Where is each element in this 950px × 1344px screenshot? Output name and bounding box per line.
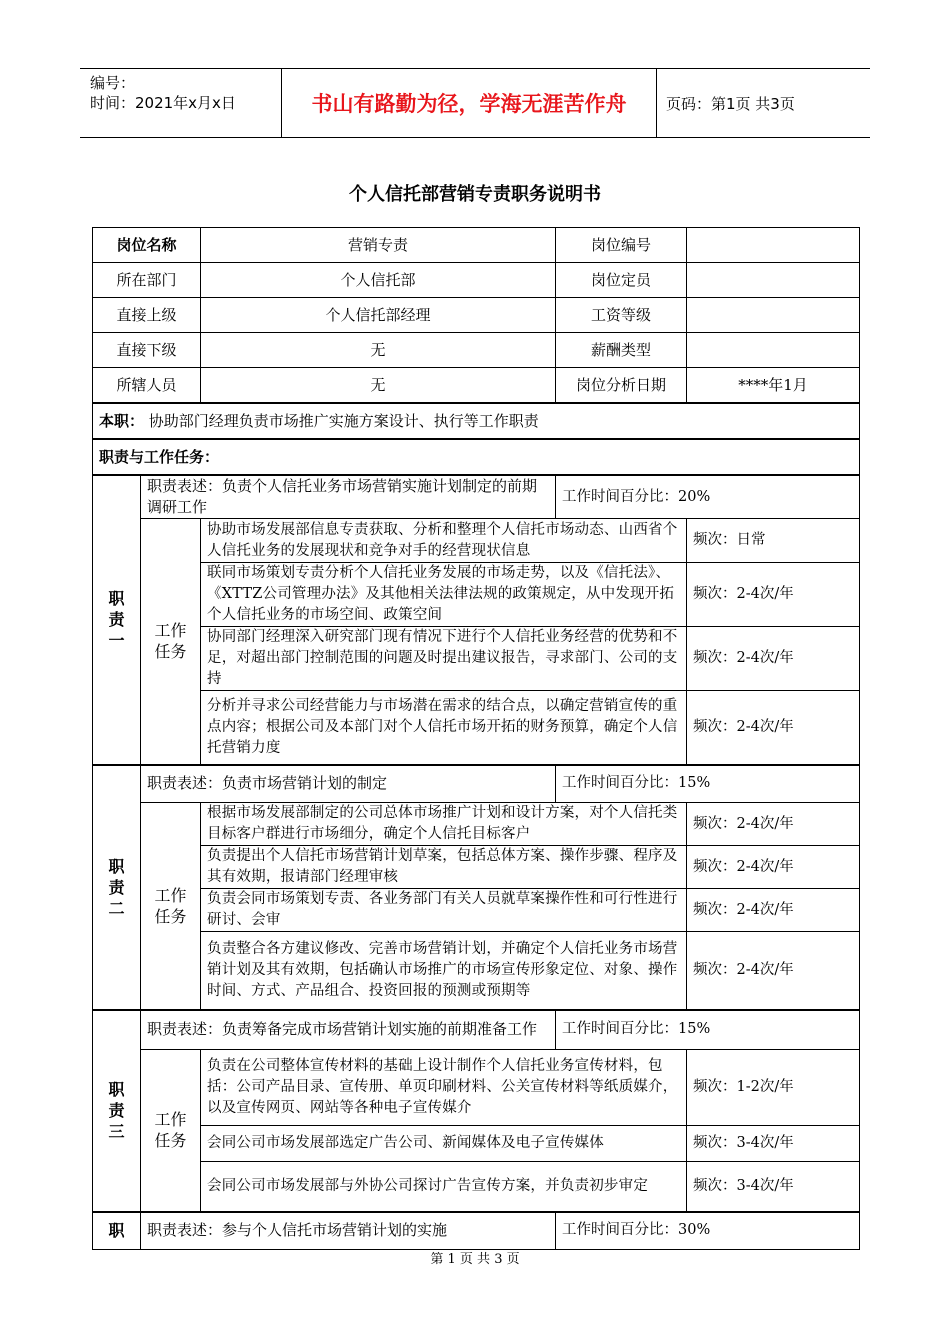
duty-3-task-1-freq: 频次：1-2次/年 — [687, 1050, 860, 1126]
duty-3-time-percent: 工作时间百分比：15% — [556, 1010, 860, 1050]
header-page-number: 页码：第1页 共3页 — [666, 94, 795, 113]
summary-text: 协助部门经理负责市场推广实施方案设计、执行等工作职责 — [148, 411, 539, 430]
duty-3-description: 职责表述：负责筹备完成市场营销计划实施的前期准备工作 — [141, 1010, 556, 1050]
info-row-subordinate — [93, 333, 860, 368]
superior-label: 直接上级 — [93, 298, 201, 333]
duty-2-task-row — [93, 803, 860, 846]
document-number: 编号： — [90, 74, 136, 92]
duty-1-label-char-3: 一 — [108, 631, 125, 651]
duty-2-label-char-1: 职 — [108, 856, 125, 876]
duty-2-task-2-freq: 频次：2-4次/年 — [687, 846, 860, 889]
duty-3-task-row — [93, 1162, 860, 1212]
duty-2-task-1: 根据市场发展部制定的公司总体市场推广计划和设计方案，对个人信托类目标客户群进行市场细分，确定个人信托目标客户 — [201, 803, 687, 846]
staff-value: 无 — [201, 368, 556, 404]
page-footer: 第 1 页 共 3 页 — [430, 1252, 520, 1267]
pay-type-label: 薪酬类型 — [556, 333, 687, 368]
department-label: 所在部门 — [93, 263, 201, 298]
header-motto: 书山有路勤为径，学海无涯苦作舟 — [282, 69, 657, 137]
salary-grade-label: 工资等级 — [556, 298, 687, 333]
duty-2-work-label: 工作 任务 — [141, 803, 201, 1010]
duty-2-label-char-3: 二 — [108, 898, 125, 918]
duty-2-task-4-freq: 频次：2-4次/年 — [687, 932, 860, 1010]
analysis-date-value: ****年1月 — [687, 368, 860, 404]
duties-heading-row — [93, 439, 860, 475]
duty-2-task-row — [93, 846, 860, 889]
duty-2-label — [93, 765, 141, 1010]
duty-2-task-2: 负责提出个人信托市场营销计划草案，包括总体方案、操作步骤、程序及其有效期，报请部门经理审核 — [201, 846, 687, 889]
summary-label: 本职： — [99, 411, 145, 430]
info-row-superior — [93, 298, 860, 333]
duty-4-description-row — [93, 1212, 860, 1250]
duty-1-task-row — [93, 691, 860, 765]
summary-cell — [93, 403, 860, 439]
duty-2-task-1-freq: 频次：2-4次/年 — [687, 803, 860, 846]
duty-1-task-2-freq: 频次：2-4次/年 — [687, 563, 860, 627]
document-title: 个人信托部营销专责职务说明书 — [349, 184, 601, 205]
duty-2-task-row — [93, 932, 860, 1010]
subordinate-value: 无 — [201, 333, 556, 368]
duty-2-task-3: 负责会同市场策划专责、各业务部门有关人员就草案操作性和可行性进行研讨、会审 — [201, 889, 687, 932]
duty-1-time-percent: 工作时间百分比：20% — [556, 475, 860, 519]
duty-1-work-label: 工作 任务 — [141, 519, 201, 765]
duty-3-label-char-1: 职 — [108, 1080, 125, 1099]
summary-row — [93, 403, 860, 439]
duty-3-label-char-2: 责 — [108, 1101, 125, 1120]
duty-3-label-char-3: 三 — [108, 1122, 125, 1141]
quota-value — [687, 263, 860, 298]
duty-3-work-label: 工作 任务 — [141, 1050, 201, 1212]
info-row-position-name — [93, 228, 860, 263]
duty-3-task-2-freq: 频次：3-4次/年 — [687, 1126, 860, 1162]
quota-label: 岗位定员 — [556, 263, 687, 298]
job-description-table — [92, 227, 860, 1250]
duty-3-task-3-freq: 频次：3-4次/年 — [687, 1162, 860, 1212]
duty-2-time-percent: 工作时间百分比：15% — [556, 765, 860, 803]
duty-4-time-percent: 工作时间百分比：30% — [556, 1212, 860, 1250]
position-number-label: 岗位编号 — [556, 228, 687, 263]
duty-1-task-2: 联同市场策划专责分析个人信托业务发展的市场走势，以及《信托法》、《XTTZ公司管理办法》及其他相关法律法规的政策规定，从中发现开拓个人信托业务的市场空间、政策空间 — [201, 563, 687, 627]
duty-1-task-1: 协助市场发展部信息专责获取、分析和整理个人信托市场动态、山西省个人信托业务的发展现状和竞争对手的经营现状信息 — [201, 519, 687, 563]
duty-3-task-2: 会同公司市场发展部选定广告公司、新闻媒体及电子宣传媒体 — [201, 1126, 687, 1162]
duty-1-description-row — [93, 475, 860, 519]
staff-label: 所辖人员 — [93, 368, 201, 404]
duty-1-task-3-freq: 频次：2-4次/年 — [687, 627, 860, 691]
duty-3-task-3: 会同公司市场发展部与外协公司探讨广告宣传方案，并负责初步审定 — [201, 1162, 687, 1212]
pay-type-value — [687, 333, 860, 368]
duty-3-task-1: 负责在公司整体宣传材料的基础上设计制作个人信托业务宣传材料，包括：公司产品目录、宣传册、单页印刷材料、公关宣传材料等纸质媒介，以及宣传网页、网站等各种电子宣传媒介 — [201, 1050, 687, 1126]
duty-2-task-4: 负责整合各方建议修改、完善市场营销计划，并确定个人信托业务市场营销计划及其有效期，包括确认市场推广的市场宣传形象定位、对象、操作时间、方式、产品组合、投资回报的预测或预期等 — [201, 932, 687, 1010]
position-name-value: 营销专责 — [201, 228, 556, 263]
duty-4-description: 职责表述：参与个人信托市场营销计划的实施 — [141, 1212, 556, 1250]
duty-3-description-row — [93, 1010, 860, 1050]
duty-4-label: 职 — [93, 1212, 141, 1250]
duty-1-label — [93, 475, 141, 765]
duty-2-description-row — [93, 765, 860, 803]
duty-1-task-row — [93, 627, 860, 691]
duty-1-task-1-freq: 频次：日常 — [687, 519, 860, 563]
duty-1-task-row — [93, 519, 860, 563]
duty-1-label-char-2: 责 — [108, 610, 125, 630]
duty-1-description: 职责表述：负责个人信托业务市场营销实施计划制定的前期调研工作 — [141, 475, 556, 519]
department-value: 个人信托部 — [201, 263, 556, 298]
duty-2-description: 职责表述：负责市场营销计划的制定 — [141, 765, 556, 803]
header-meta — [80, 69, 282, 137]
duty-1-label-char-1: 职 — [108, 589, 125, 609]
duty-2-label-char-2: 责 — [108, 877, 125, 897]
duty-2-task-3-freq: 频次：2-4次/年 — [687, 889, 860, 932]
info-row-department — [93, 263, 860, 298]
subordinate-label: 直接下级 — [93, 333, 201, 368]
position-number-value — [687, 228, 860, 263]
info-row-staff — [93, 368, 860, 404]
duty-3-task-row — [93, 1050, 860, 1126]
superior-value: 个人信托部经理 — [201, 298, 556, 333]
duty-1-task-4-freq: 频次：2-4次/年 — [687, 691, 860, 765]
duties-heading: 职责与工作任务： — [93, 439, 860, 475]
duty-2-task-row — [93, 889, 860, 932]
duty-3-label — [93, 1010, 141, 1212]
duty-1-task-4: 分析并寻求公司经营能力与市场潜在需求的结合点，以确定营销宣传的重点内容；根据公司及本部门对个人信托市场开拓的财务预算，确定个人信托营销力度 — [201, 691, 687, 765]
duty-1-task-3: 协同部门经理深入研究部门现有情况下进行个人信托业务经营的优势和不足，对超出部门控制范围的问题及时提出建议报告，寻求部门、公司的支持 — [201, 627, 687, 691]
duty-3-task-row — [93, 1126, 860, 1162]
page-header — [80, 68, 870, 138]
document-time: 时间：2021年x月x日 — [90, 94, 236, 112]
position-name-label: 岗位名称 — [93, 228, 201, 263]
duty-1-task-row — [93, 563, 860, 627]
analysis-date-label: 岗位分析日期 — [556, 368, 687, 404]
salary-grade-value — [687, 298, 860, 333]
